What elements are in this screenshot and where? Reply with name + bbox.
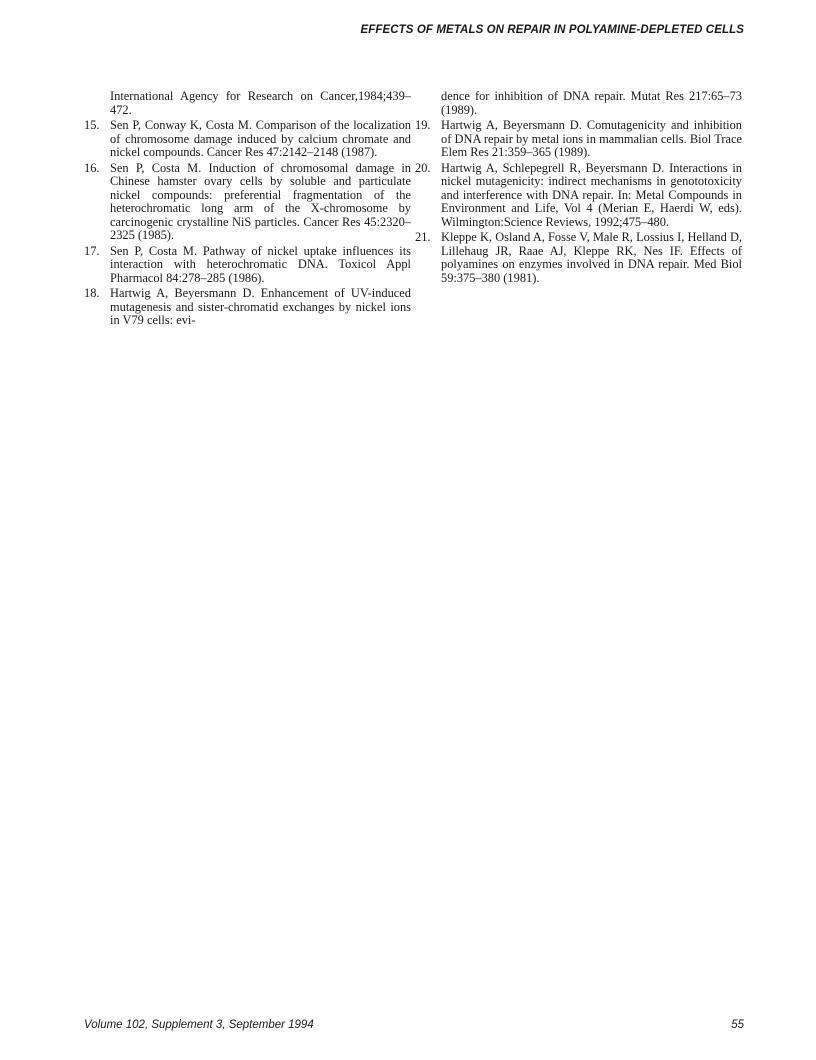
right-column <box>415 90 742 287</box>
reference-text: Hartwig A, Beyersmann D. Enhancement of UV-induced mutagenesis and sister-chromatid exchanges by nickel ions in V79 cells: evi- <box>110 286 411 327</box>
reference-item <box>415 162 742 230</box>
reference-number: 20. <box>415 160 431 175</box>
reference-number: 15. <box>84 118 100 132</box>
reference-number: 19. <box>415 118 431 132</box>
reference-text: Sen P, Costa M. Induction of chromosomal damage in Chinese hamster ovary cells by soluble and particulate nickel compounds: preferential fragmentation of the heterochromatic long arm of the X-chromosome by carcinogenic crystalline NiS particles. Cancer Res 45:2320–2325 (1985). <box>110 160 411 242</box>
reference-item <box>84 245 411 286</box>
reference-text: Hartwig A, Beyersmann D. Comutagenicity and inhibition of DNA repair by metal ions in mammalian cells. Biol Trace Elem Res 21:359–365 (1989). <box>441 118 742 159</box>
reference-item <box>84 287 411 328</box>
reference-text: Hartwig A, Schlepegrell R, Beyersmann D. Interactions in nickel mutagenicity: indirect mechanisms in genototoxicity and interference with DNA repair. In: Metal Compounds in Environment and Life, Vol 4 (Merian E, Haerdi W, eds). Wilmington:Science Reviews, 1992;475–480. <box>441 160 742 229</box>
reference-item <box>415 119 742 160</box>
running-head: EFFECTS OF METALS ON REPAIR IN POLYAMINE-DEPLETED CELLS <box>360 24 744 36</box>
reference-number: 18. <box>84 286 100 300</box>
page-footer <box>84 1019 744 1031</box>
reference-number: 16. <box>84 160 100 175</box>
reference-text: Sen P, Costa M. Pathway of nickel uptake influences its interaction with heterochromatic DNA. Toxicol Appl Pharmacol 84:278–285 (1986). <box>110 243 411 285</box>
reference-text: Sen P, Conway K, Costa M. Comparison of the localization of chromosome damage induced by calcium chromate and nickel compounds. Cancer Res 47:2142–2148 (1987). <box>110 118 411 159</box>
reference-number: 21. <box>415 230 431 244</box>
reference-continuation: International Agency for Research on Cancer,1984;439–472. <box>110 89 411 117</box>
reference-continuation: dence for inhibition of DNA repair. Mutat Res 217:65–73 (1989). <box>441 89 742 117</box>
reference-item <box>415 231 742 285</box>
reference-item <box>84 162 411 243</box>
reference-item <box>84 119 411 160</box>
page-number: 55 <box>731 1019 744 1031</box>
reference-number: 17. <box>84 243 100 258</box>
reference-text: Kleppe K, Osland A, Fosse V, Male R, Lossius I, Helland D, Lillehaug JR, Raae AJ, Kleppe RK, Nes IF. Effects of polyamines on enzymes involved in DNA repair. Med Biol 59:375–380 (1981). <box>441 230 742 285</box>
journal-issue: Volume 102, Supplement 3, September 1994 <box>84 1019 314 1031</box>
left-column <box>84 90 411 330</box>
